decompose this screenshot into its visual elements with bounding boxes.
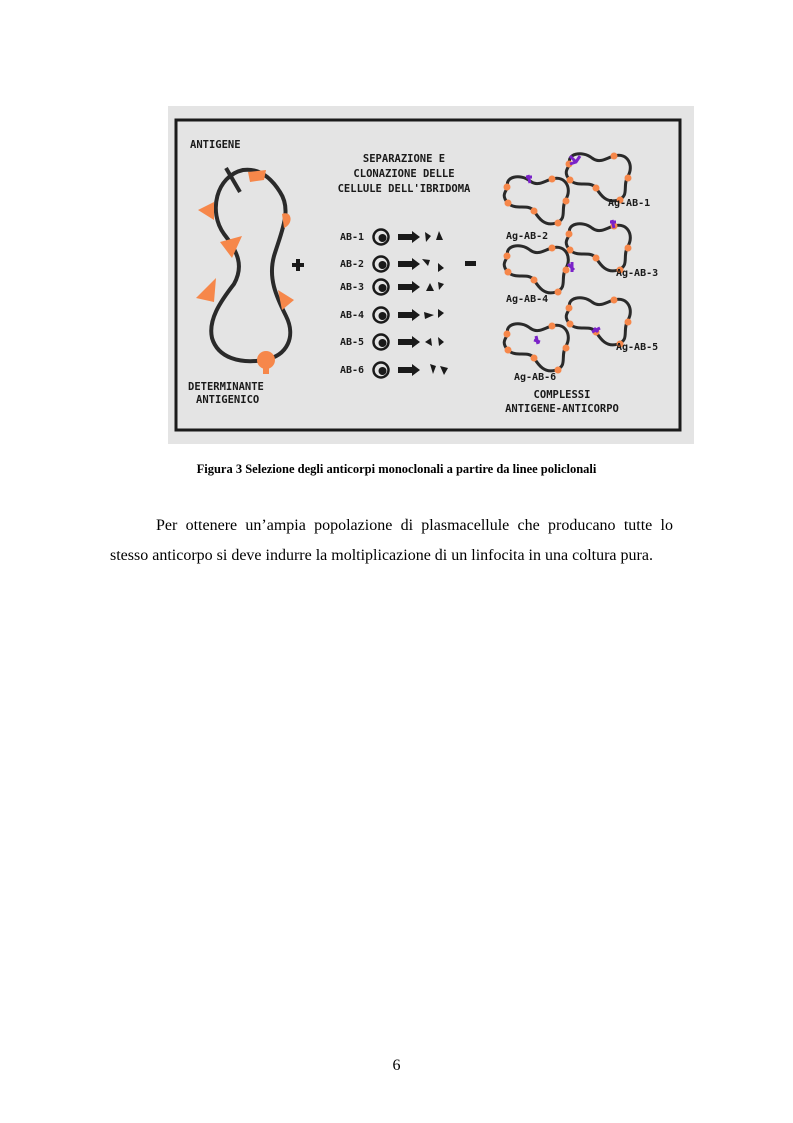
- determinant-label-1: DETERMINANTE: [188, 381, 264, 393]
- complex-3: [566, 220, 659, 279]
- figure-diagram: [168, 106, 694, 444]
- antibody-label: AB-4: [340, 310, 365, 321]
- complex-label: Ag-AB-1: [608, 198, 651, 209]
- paragraph-text: Per ottenere un’ampia popolazione di plasmacellule che producano tutte lo stesso anticorpo si deve indurre la moltiplicazione di un linfocita in una coltura pura.: [110, 517, 673, 564]
- separation-label-1: SEPARAZIONE E: [362, 153, 446, 165]
- arrow-icon: [398, 281, 420, 293]
- complex-6: [504, 323, 570, 384]
- cell-icon: [374, 308, 389, 323]
- cell-icon: [374, 280, 389, 295]
- cell-icon: [374, 363, 389, 378]
- complexes-label-2: ANTIGENE-ANTICORPO: [505, 403, 619, 415]
- arrow-icon: [398, 309, 420, 321]
- complex-1: [566, 153, 651, 210]
- antibody-row-3: [340, 280, 444, 295]
- complex-label: Ag-AB-3: [616, 268, 659, 279]
- antibody-fragments-icon: [424, 309, 444, 319]
- complex-label: Ag-AB-5: [616, 342, 659, 353]
- antigen-shape: [196, 168, 294, 374]
- antibody-row-4: [340, 308, 444, 323]
- page-number: 6: [392, 1057, 401, 1074]
- complex-label: Ag-AB-4: [506, 294, 549, 305]
- body-paragraph: [110, 511, 673, 571]
- arrow-icon: [398, 258, 420, 270]
- complex-4: [504, 245, 575, 306]
- plus-icon: [292, 259, 304, 271]
- antibody-row-6: [340, 363, 448, 378]
- antibody-fragments-icon: [425, 337, 444, 346]
- antibody-fragments-icon: [425, 231, 443, 242]
- antibody-row-5: [340, 335, 444, 350]
- cell-icon: [374, 257, 389, 272]
- antibody-fragments-icon: [422, 259, 444, 272]
- figure: [168, 106, 694, 444]
- arrow-icon: [398, 364, 420, 376]
- antigen-label: ANTIGENE: [190, 139, 241, 151]
- antibody-label: AB-1: [340, 232, 365, 243]
- separation-label-2: CLONAZIONE DELLE: [353, 168, 455, 180]
- antibody-label: AB-5: [340, 337, 365, 348]
- determinant-label-2: ANTIGENICO: [196, 394, 260, 406]
- antibody-label: AB-3: [340, 282, 365, 293]
- separation-label-3: CELLULE DELL'IBRIDOMA: [337, 183, 471, 195]
- complex-label: Ag-AB-2: [506, 231, 549, 242]
- arrow-icon: [398, 231, 420, 243]
- antibody-row-2: [340, 257, 476, 273]
- antibody-row-1: [340, 230, 443, 245]
- antibody-fragments-icon: [430, 364, 448, 375]
- equals-icon: [465, 261, 476, 266]
- antibody-fragments-icon: [426, 282, 444, 291]
- complex-2: [504, 175, 570, 242]
- antibody-label: AB-6: [340, 365, 365, 376]
- complex-label: Ag-AB-6: [514, 372, 557, 383]
- cell-icon: [374, 335, 389, 350]
- cell-icon: [374, 230, 389, 245]
- figure-caption: Figura 3 Selezione degli anticorpi monoclonali a partire da linee policlonali: [196, 462, 597, 476]
- complex-5: [566, 297, 659, 354]
- complexes-label-1: COMPLESSI: [533, 389, 591, 401]
- arrow-icon: [398, 336, 420, 348]
- antibody-label: AB-2: [340, 259, 365, 270]
